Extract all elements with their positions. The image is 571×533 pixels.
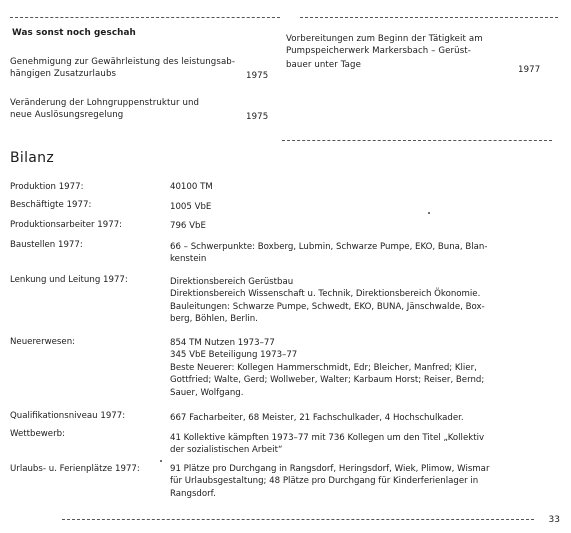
right-item-line1: Vorbereitungen zum Beginn der Tätigkeit am — [286, 34, 483, 44]
right-item-line2: Pumpspeicherwerk Markersbach – Gerüst- — [286, 46, 471, 56]
label-beschaeftigte: Beschäftigte 1977: — [10, 200, 92, 210]
left-item-1-year: 1975 — [246, 71, 269, 81]
scan-speck — [160, 460, 162, 462]
value-lenkung — [170, 276, 545, 326]
label-neuererwesen: Neuererwesen: — [10, 337, 76, 347]
right-item-year: 1977 — [518, 65, 541, 75]
value-line: 667 Facharbeiter, 68 Meister, 21 Fachschulkader, 4 Hochschulkader. — [170, 413, 464, 423]
value-line: der sozialistischen Arbeit“ — [170, 445, 283, 456]
value-line: 91 Plätze pro Durchgang in Rangsdorf, Heringsdorf, Wiek, Plimow, Wismar — [170, 464, 490, 474]
value-line: Bauleitungen: Schwarze Pumpe, Schwedt, EKO, BUNA, Jänschwalde, Box- — [170, 301, 485, 312]
top-rule-left — [10, 17, 280, 18]
label-produktion: Produktion 1977: — [10, 182, 84, 192]
value-line: Gottfried; Walte, Gerd; Wollweber, Walter; Karbaum Horst; Reiser, Bernd; — [170, 375, 485, 386]
value-line: Sauer, Wolfgang. — [170, 387, 244, 398]
value-qualifikation — [170, 412, 545, 424]
value-line: Beste Neuerer: Kollegen Hammerschmidt, Edr; Bleicher, Manfred; Klier, — [170, 362, 477, 373]
label-lenkung: Lenkung und Leitung 1977: — [10, 275, 128, 285]
page-number: 33 — [548, 515, 560, 525]
label-baustellen: Baustellen 1977: — [10, 240, 83, 250]
value-line: für Urlaubsgestaltung; 48 Plätze pro Durchgang für Kinderferienlager in — [170, 476, 479, 487]
label-urlaub: Urlaubs- u. Ferienplätze 1977: — [10, 464, 140, 474]
value-neuererwesen — [170, 337, 545, 399]
value-urlaub — [170, 463, 545, 500]
value-produktion — [170, 181, 545, 193]
value-line: 1005 VbE — [170, 202, 212, 212]
left-item-2-line2: neue Auslösungsregelung — [10, 110, 124, 120]
value-produktionsarbeiter — [170, 220, 545, 232]
value-line: kenstein — [170, 254, 207, 265]
section-heading: Was sonst noch geschah — [12, 28, 136, 38]
value-baustellen — [170, 241, 545, 266]
value-beschaeftigte — [170, 201, 545, 213]
mid-rule — [282, 140, 552, 141]
value-line: 345 VbE Beteiligung 1973–77 — [170, 350, 298, 361]
label-produktionsarbeiter: Produktionsarbeiter 1977: — [10, 220, 123, 230]
value-line: Direktionsbereich Wissenschaft u. Technik, Direktionsbereich Ökonomie. — [170, 289, 481, 300]
value-line: 40100 TM — [170, 182, 213, 192]
scan-speck — [428, 212, 430, 214]
footer-rule — [62, 519, 534, 520]
left-item-2-year: 1975 — [246, 112, 269, 122]
value-line: 854 TM Nutzen 1973–77 — [170, 338, 275, 348]
top-rule-right — [300, 17, 558, 18]
left-item-1-line1: Genehmigung zur Gewährleistung des leistungsab- — [10, 57, 236, 67]
value-line: 66 – Schwerpunkte: Boxberg, Lubmin, Schwarze Pumpe, EKO, Buna, Blan- — [170, 242, 488, 252]
value-line: Direktionsbereich Gerüstbau — [170, 277, 294, 287]
label-qualifikation: Qualifikationsniveau 1977: — [10, 411, 126, 421]
left-item-1-line2: hängigen Zusatzurlaubs — [10, 69, 117, 79]
value-wettbewerb — [170, 432, 545, 457]
left-item-2-line1: Veränderung der Lohngruppenstruktur und — [10, 98, 200, 108]
right-item-line3: bauer unter Tage — [286, 60, 361, 70]
value-line: 41 Kollektive kämpften 1973–77 mit 736 Kollegen um den Titel „Kollektiv — [170, 433, 485, 443]
value-line: Rangsdorf. — [170, 488, 216, 499]
value-line: 796 VbE — [170, 221, 206, 231]
value-line: berg, Böhlen, Berlin. — [170, 314, 258, 325]
label-wettbewerb: Wettbewerb: — [10, 429, 65, 439]
bilanz-title: Bilanz — [10, 150, 54, 166]
